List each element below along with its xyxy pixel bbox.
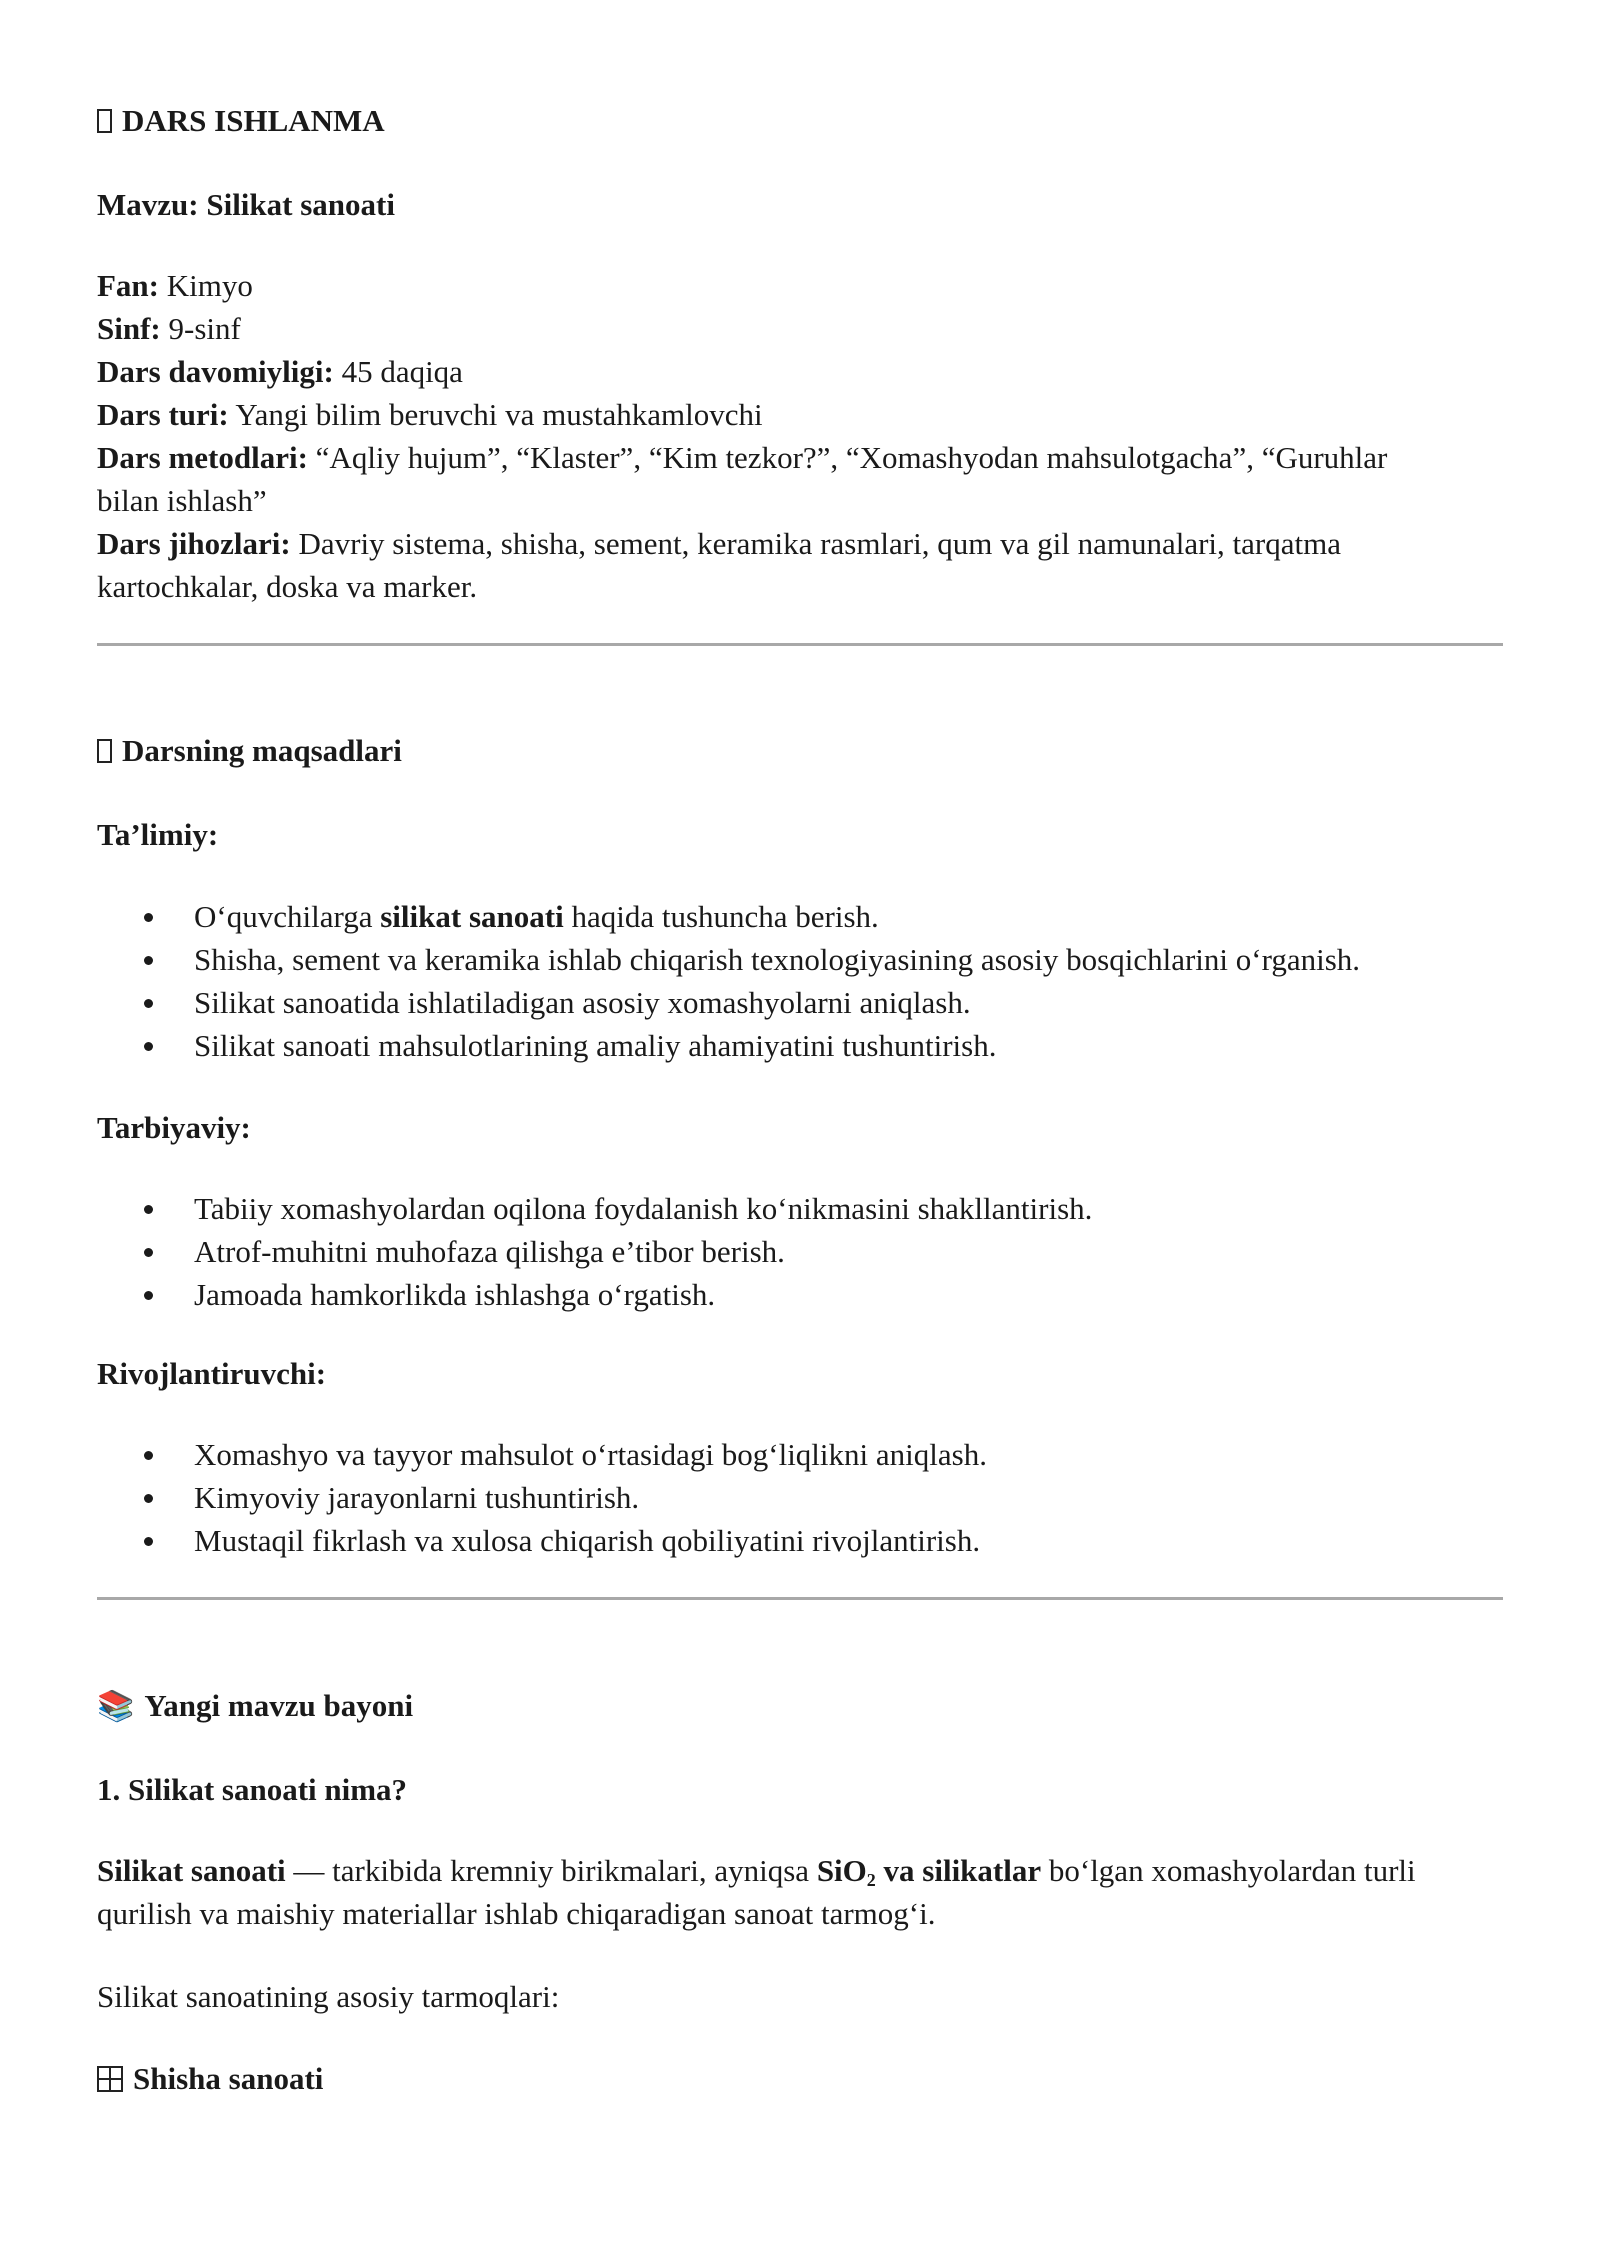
- info-grade: Sinf: 9-sinf: [97, 311, 241, 346]
- document-title: DARS ISHLANMA: [97, 99, 1503, 142]
- list-item: Jamoada hamkorlikda ishlashga o‘rgatish.: [97, 1273, 1503, 1316]
- missing-glyph-icon: [97, 109, 112, 133]
- branch-heading-glass: Shisha sanoati: [97, 2057, 1503, 2100]
- topic-line: Mavzu: Silikat sanoati: [97, 187, 395, 222]
- section-subheading: 1. Silikat sanoati nima?: [97, 1772, 408, 1807]
- list-item: Xomashyo va tayyor mahsulot o‘rtasidagi bog‘liqlikni aniqlash.: [97, 1433, 1503, 1476]
- info-duration: Dars davomiyligi: 45 daqiqa: [97, 354, 463, 389]
- divider: [97, 1597, 1503, 1600]
- missing-glyph-icon: [97, 739, 112, 763]
- list-item: Silikat sanoatida ishlatiladigan asosiy xomashyolarni aniqlash.: [97, 981, 1503, 1024]
- rivojlantiruvchi-list: [97, 1433, 1503, 1562]
- info-methods-cont: bilan ishlash”: [97, 483, 267, 518]
- list-item: Shisha, sement va keramika ishlab chiqarish texnologiyasining asosiy bosqichlarini o‘rganish.: [97, 938, 1503, 981]
- goals-heading: Darsning maqsadlari: [97, 729, 1503, 772]
- talimiy-list: [97, 895, 1503, 1067]
- definition-line: Silikat sanoati — tarkibida kremniy birikmalari, ayniqsa SiO$_2$ va silikatlar bo‘lgan xomashyolardan turli: [97, 1853, 1416, 1890]
- info-equipment-cont: kartochkalar, doska va marker.: [97, 569, 478, 604]
- list-item: Atrof-muhitni muhofaza qilishga e’tibor berish.: [97, 1230, 1503, 1273]
- tarbiyaviy-heading: Tarbiyaviy:: [97, 1110, 251, 1145]
- lesson-info: [97, 264, 1503, 608]
- talimiy-heading: Ta’limiy:: [97, 817, 219, 852]
- new-topic-heading: 📚 Yangi mavzu bayoni: [97, 1684, 1503, 1728]
- list-item: Mustaqil fikrlash va xulosa chiqarish qobiliyatini rivojlantirish.: [97, 1519, 1503, 1562]
- info-methods: Dars metodlari: “Aqliy hujum”, “Klaster”, “Kim tezkor?”, “Xomashyodan mahsulotgacha”, “Guruhlar: [97, 440, 1388, 475]
- list-item: O‘quvchilarga silikat sanoati haqida tushuncha berish.: [97, 895, 1503, 938]
- list-item: Kimyoviy jarayonlarni tushuntirish.: [97, 1476, 1503, 1519]
- window-icon: [97, 2066, 123, 2092]
- rivojlantiruvchi-heading: Rivojlantiruvchi:: [97, 1356, 327, 1391]
- branches-intro: Silikat sanoatining asosiy tarmoqlari:: [97, 1979, 560, 2014]
- tarbiyaviy-list: [97, 1187, 1503, 1316]
- definition-paragraph: [97, 1849, 1503, 1935]
- list-item: Silikat sanoati mahsulotlarining amaliy ahamiyatini tushuntirish.: [97, 1024, 1503, 1067]
- books-icon: 📚: [97, 1690, 135, 1723]
- divider: [97, 643, 1503, 646]
- definition-line-cont: qurilish va maishiy materiallar ishlab chiqaradigan sanoat tarmog‘i.: [97, 1896, 936, 1931]
- info-subject: Fan: Kimyo: [97, 268, 253, 303]
- list-item: Tabiiy xomashyolardan oqilona foydalanish ko‘nikmasini shakllantirish.: [97, 1187, 1503, 1230]
- info-type: Dars turi: Yangi bilim beruvchi va mustahkamlovchi: [97, 397, 763, 432]
- info-equipment: Dars jihozlari: Davriy sistema, shisha, sement, keramika rasmlari, qum va gil namunalari, tarqatma: [97, 526, 1341, 561]
